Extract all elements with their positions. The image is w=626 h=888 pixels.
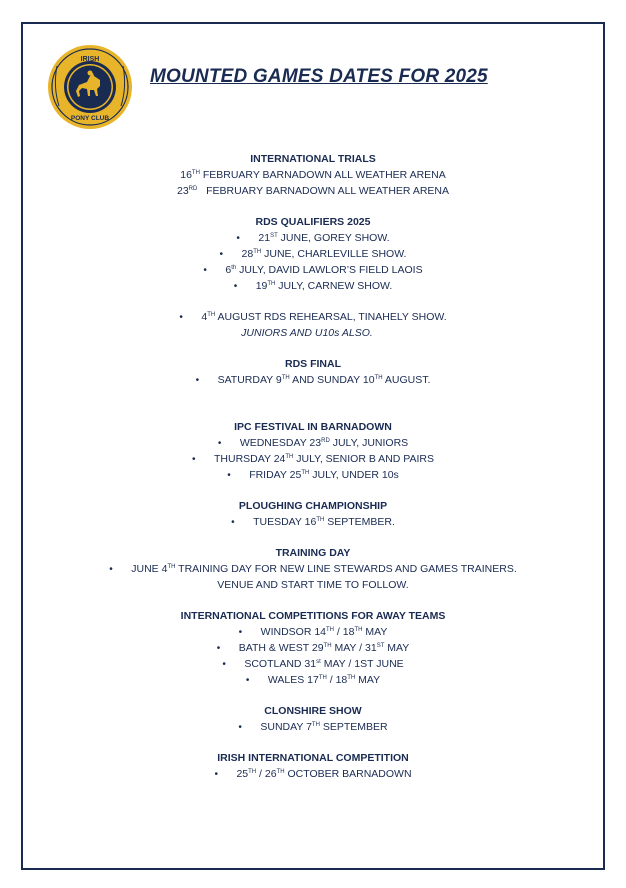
- rds-qualifiers-note: JUNIORS AND U10s ALSO.: [241, 327, 373, 339]
- list-item: • 28TH JUNE, CHARLEVILLE SHOW.: [219, 248, 407, 260]
- list-item: • WINDSOR 14TH / 18TH MAY: [238, 626, 388, 638]
- list-item: • WALES 17TH / 18TH MAY: [245, 674, 381, 686]
- section-heading-irish-international: IRISH INTERNATIONAL COMPETITION: [217, 752, 409, 764]
- list-item: • BATH & WEST 29TH MAY / 31ST MAY: [216, 642, 410, 654]
- training-note: VENUE AND START TIME TO FOLLOW.: [217, 579, 409, 591]
- logo-top-text: IRISH: [80, 56, 100, 63]
- section-heading-rds-qualifiers: RDS QUALIFIERS 2025: [255, 216, 371, 228]
- list-item: • 4TH AUGUST RDS REHEARSAL, TINAHELY SHOW.: [179, 311, 447, 323]
- logo-bottom-text: PONY CLUB: [70, 115, 110, 122]
- irish-pony-club-logo: [47, 44, 133, 130]
- list-item: • TUESDAY 16TH SEPTEMBER.: [231, 516, 395, 528]
- section-heading-training: TRAINING DAY: [275, 547, 351, 559]
- list-item: • FRIDAY 25TH JULY, UNDER 10s: [227, 469, 399, 481]
- list-item: • SCOTLAND 31st MAY / 1ST JUNE: [222, 658, 404, 670]
- list-item: • WEDNESDAY 23RD JULY, JUNIORS: [217, 437, 409, 449]
- section-heading-festival: IPC FESTIVAL IN BARNADOWN: [234, 421, 392, 433]
- list-item: • SATURDAY 9TH AND SUNDAY 10TH AUGUST.: [195, 374, 431, 386]
- list-item: • 21ST JUNE, GOREY SHOW.: [236, 232, 390, 244]
- section-heading-ploughing: PLOUGHING CHAMPIONSHIP: [238, 500, 388, 512]
- list-item: • 25TH / 26TH OCTOBER BARNADOWN: [214, 768, 412, 780]
- section-heading-trials: INTERNATIONAL TRIALS: [250, 153, 376, 165]
- section-heading-rds-final: RDS FINAL: [285, 358, 341, 370]
- section-heading-international: INTERNATIONAL COMPETITIONS FOR AWAY TEAMS: [180, 610, 446, 622]
- dates-list: [0, 151, 626, 782]
- list-item: • 19TH JULY, CARNEW SHOW.: [233, 280, 393, 292]
- list-item: • JUNE 4TH TRAINING DAY FOR NEW LINE STEWARDS AND GAMES TRAINERS.: [109, 563, 517, 575]
- list-item: • SUNDAY 7TH SEPTEMBER: [238, 721, 388, 733]
- page-title: MOUNTED GAMES DATES FOR 2025: [150, 66, 488, 87]
- trials-line-1: 16TH FEBRUARY BARNADOWN ALL WEATHER ARENA: [180, 169, 446, 181]
- list-item: • THURSDAY 24TH JULY, SENIOR B AND PAIRS: [191, 453, 435, 465]
- list-item: • 6th JULY, DAVID LAWLOR’S FIELD LAOIS: [203, 264, 423, 276]
- trials-line-2: 23RD FEBRUARY BARNADOWN ALL WEATHER ARENA: [176, 185, 450, 197]
- section-heading-clonshire: CLONSHIRE SHOW: [264, 705, 362, 717]
